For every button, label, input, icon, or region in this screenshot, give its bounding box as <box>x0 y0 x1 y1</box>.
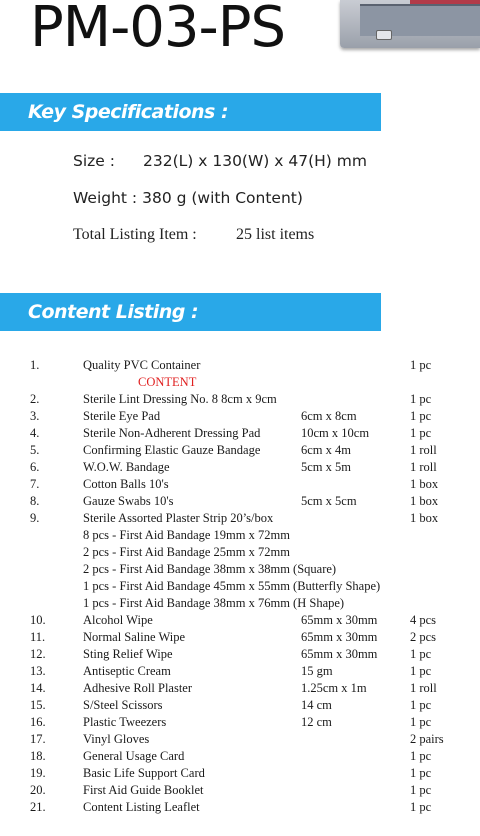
list-item-item: 2 pcs - First Aid Bandage 38mm x 38mm (Square) <box>83 562 337 576</box>
list-item-num: 12. <box>30 647 46 661</box>
list-item-item: Gauze Swabs 10's <box>83 494 174 508</box>
list-item-qty: 1 roll <box>410 681 437 695</box>
list-item-size: 65mm x 30mm <box>301 630 378 644</box>
list-item-qty: 4 pcs <box>410 613 437 627</box>
list-item-qty: 1 pc <box>410 766 432 780</box>
list-item <box>0 511 480 528</box>
list-item-qty: 1 pc <box>410 664 432 678</box>
list-item <box>0 783 480 800</box>
list-item-size: 10cm x 10cm <box>301 426 370 440</box>
key-specifications-banner <box>0 93 381 131</box>
list-item-item: Content Listing Leaflet <box>83 800 200 814</box>
list-item-num: 6. <box>30 460 40 474</box>
list-item-item: Normal Saline Wipe <box>83 630 186 644</box>
list-item-qty: 1 pc <box>410 749 432 763</box>
list-item-item: First Aid Guide Booklet <box>83 783 204 797</box>
list-item-qty: 1 pc <box>410 647 432 661</box>
list-item <box>0 545 480 562</box>
list-item-num: 7. <box>30 477 40 491</box>
list-item <box>0 630 480 647</box>
list-item-size: 5cm x 5m <box>301 460 351 474</box>
list-item-num: 10. <box>30 613 46 627</box>
list-item-qty: 1 box <box>410 477 439 491</box>
content-listing-heading: Content Listing : <box>28 301 199 323</box>
list-item <box>0 698 480 715</box>
list-item-qty: 1 pc <box>410 426 432 440</box>
list-item <box>0 562 480 579</box>
list-item <box>0 409 480 426</box>
list-item-item: Confirming Elastic Gauze Bandage <box>83 443 261 457</box>
list-item <box>0 647 480 664</box>
list-item-qty: 1 pc <box>410 409 432 423</box>
content-listing-banner <box>0 293 381 331</box>
list-item-item: Plastic Tweezers <box>83 715 167 729</box>
list-item <box>0 477 480 494</box>
list-item-item: General Usage Card <box>83 749 185 763</box>
list-item-qty: 1 pc <box>410 783 432 797</box>
list-item <box>0 426 480 443</box>
spec-total-items: Total Listing Item : 25 list items <box>73 226 315 243</box>
list-item <box>0 443 480 460</box>
model-title: PM-03-PS <box>30 0 286 60</box>
list-item <box>0 579 480 596</box>
list-item-qty: 2 pcs <box>410 630 437 644</box>
list-item-num: 9. <box>30 511 40 525</box>
list-item <box>0 494 480 511</box>
list-item-num: 21. <box>30 800 46 814</box>
list-item <box>0 664 480 681</box>
list-item-item: Quality PVC Container <box>83 358 201 372</box>
list-item-item: 1 pcs - First Aid Bandage 38mm x 76mm (H Shape) <box>83 596 345 610</box>
content-note-row <box>0 375 480 392</box>
list-item <box>0 800 480 817</box>
list-item-item: Basic Life Support Card <box>83 766 205 780</box>
list-item-qty: 1 pc <box>410 715 432 729</box>
list-item-item: Cotton Balls 10's <box>83 477 169 491</box>
list-item <box>0 460 480 477</box>
list-item-item: 8 pcs - First Aid Bandage 19mm x 72mm <box>83 528 290 542</box>
list-item-qty: 1 roll <box>410 460 437 474</box>
list-item-qty: 1 roll <box>410 443 437 457</box>
list-item-num: 13. <box>30 664 46 678</box>
list-item-num: 14. <box>30 681 46 695</box>
list-item-item: Alcohol Wipe <box>83 613 153 627</box>
list-item <box>0 392 480 409</box>
list-item-item: Sterile Assorted Plaster Strip 20’s/box <box>83 511 274 525</box>
list-item-num: 5. <box>30 443 40 457</box>
list-item-size: 6cm x 8cm <box>301 409 357 423</box>
list-item <box>0 715 480 732</box>
product-image <box>340 0 480 48</box>
list-item <box>0 358 480 375</box>
list-item-item: 2 pcs - First Aid Bandage 25mm x 72mm <box>83 545 290 559</box>
list-item <box>0 766 480 783</box>
list-item-num: 3. <box>30 409 40 423</box>
list-item-qty: 1 pc <box>410 800 432 814</box>
list-item-qty: 1 pc <box>410 358 432 372</box>
list-item-size: 65mm x 30mm <box>301 647 378 661</box>
list-item-item: Sterile Lint Dressing No. 8 8cm x 9cm <box>83 392 277 406</box>
list-item-qty: 1 pc <box>410 392 432 406</box>
list-item-item: Sterile Non-Adherent Dressing Pad <box>83 426 261 440</box>
list-item-item: 1 pcs - First Aid Bandage 45mm x 55mm (Butterfly Shape) <box>83 579 381 593</box>
list-item-item: Vinyl Gloves <box>83 732 150 746</box>
spec-size: Size : 232(L) x 130(W) x 47(H) mm <box>73 152 367 170</box>
list-item-qty: 2 pairs <box>410 732 444 746</box>
list-item <box>0 596 480 613</box>
list-item-qty: 1 box <box>410 494 439 508</box>
list-item-size: 15 gm <box>301 664 333 678</box>
list-item-item: Sting Relief Wipe <box>83 647 173 661</box>
list-item-item: Adhesive Roll Plaster <box>83 681 193 695</box>
key-specifications-heading: Key Specifications : <box>28 101 229 123</box>
list-item-num: 17. <box>30 732 46 746</box>
latch-icon <box>376 30 392 40</box>
list-item <box>0 749 480 766</box>
list-item-num: 19. <box>30 766 46 780</box>
list-item-size: 5cm x 5cm <box>301 494 357 508</box>
list-item-num: 1. <box>30 358 40 372</box>
list-item-size: 14 cm <box>301 698 332 712</box>
list-item-qty: 1 pc <box>410 698 432 712</box>
list-item <box>0 613 480 630</box>
list-item-num: 15. <box>30 698 46 712</box>
list-item-num: 4. <box>30 426 40 440</box>
list-item-size: 65mm x 30mm <box>301 613 378 627</box>
list-item-num: 16. <box>30 715 46 729</box>
list-item <box>0 681 480 698</box>
list-item-size: 1.25cm x 1m <box>301 681 367 695</box>
list-item <box>0 528 480 545</box>
list-item-item: S/Steel Scissors <box>83 698 163 712</box>
list-item-num: 20. <box>30 783 46 797</box>
list-item-num: 11. <box>30 630 46 644</box>
list-item-num: 8. <box>30 494 40 508</box>
list-item-size: 12 cm <box>301 715 332 729</box>
list-item-item: W.O.W. Bandage <box>83 460 170 474</box>
list-item-num: 2. <box>30 392 40 406</box>
list-item-item: Antiseptic Cream <box>83 664 171 678</box>
list-item <box>0 732 480 749</box>
list-item-item: Sterile Eye Pad <box>83 409 161 423</box>
spec-weight: Weight : 380 g (with Content) <box>73 189 303 207</box>
content-list <box>0 358 480 817</box>
list-item-qty: 1 box <box>410 511 439 525</box>
content-note: CONTENT <box>138 375 197 389</box>
list-item-size: 6cm x 4m <box>301 443 351 457</box>
list-item-num: 18. <box>30 749 46 763</box>
